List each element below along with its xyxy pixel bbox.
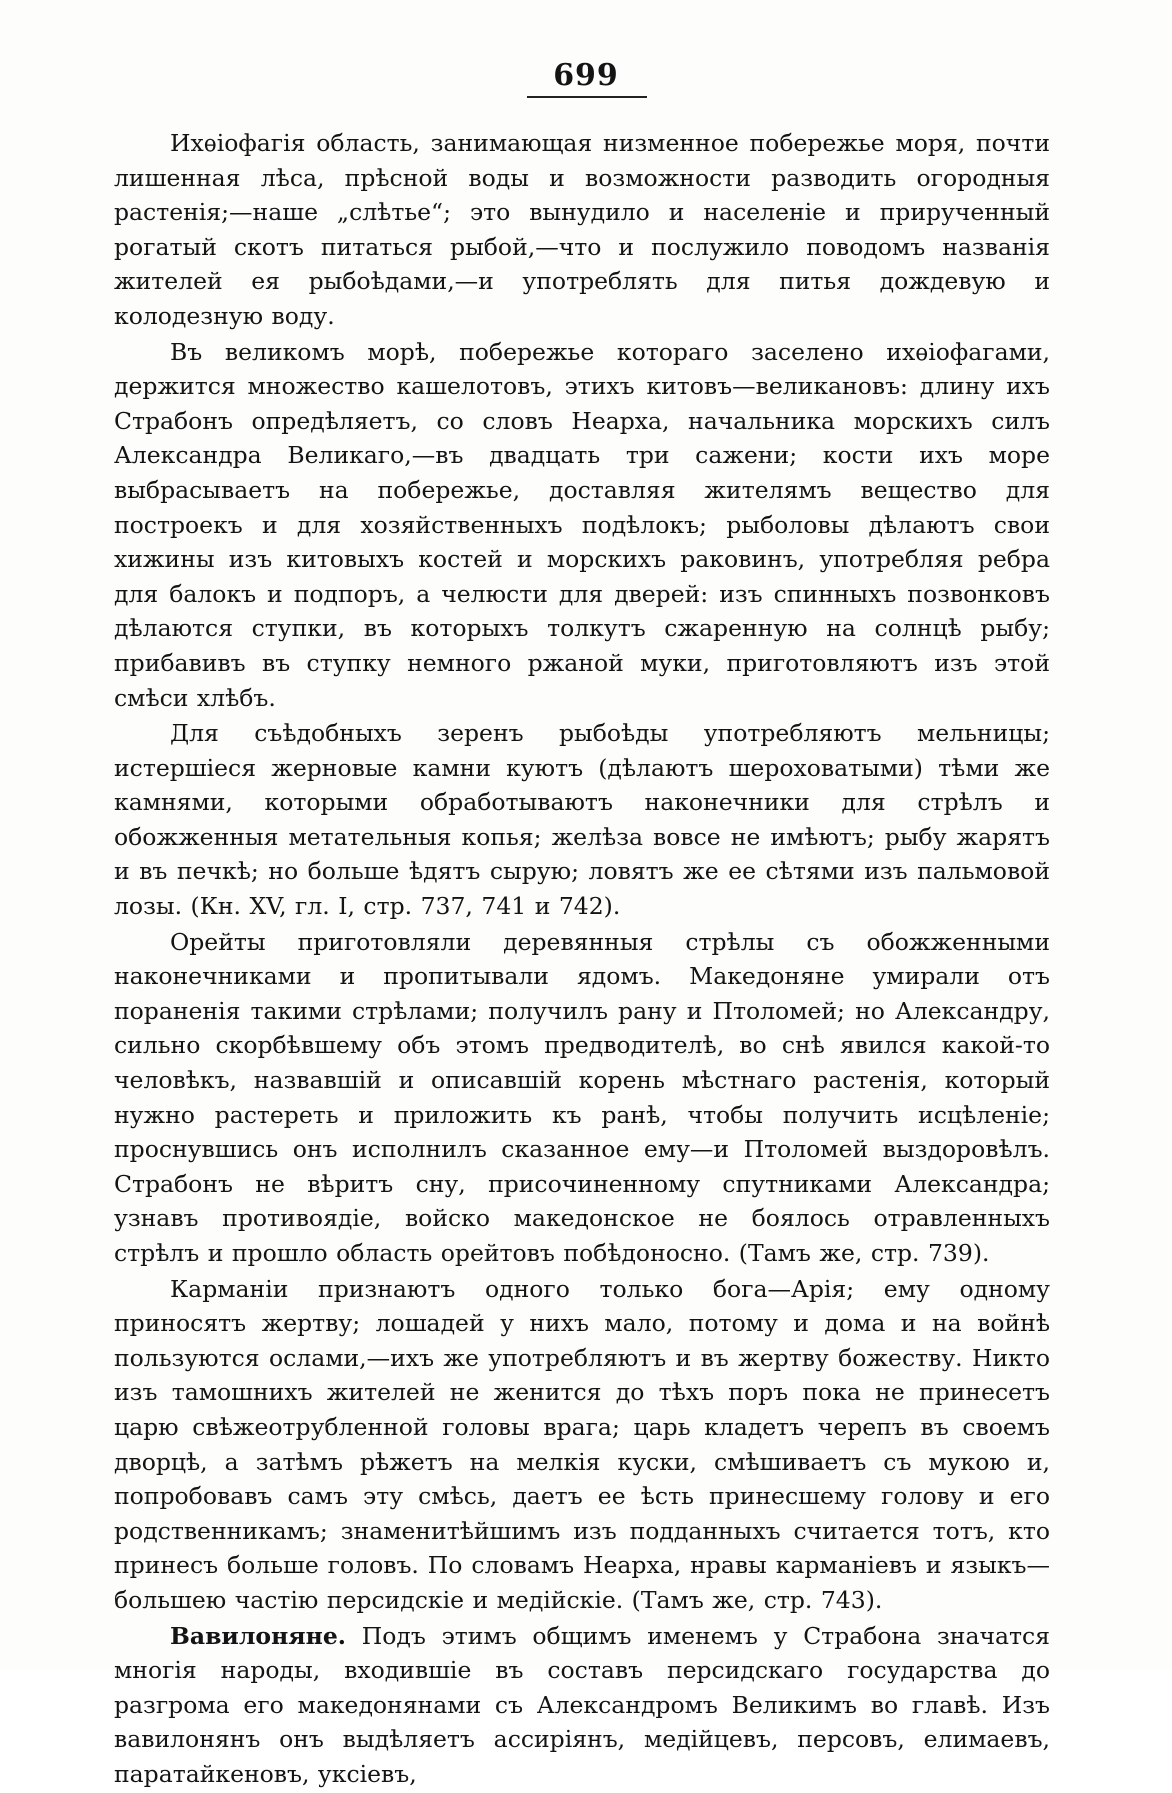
paragraph-babylonians — [114, 1619, 1050, 1792]
paragraph-whales: Въ великомъ морѣ, побережье котораго заселено ихѳіофагами, держится множество кашелотовъ, этихъ китовъ—великановъ: длину ихъ Страбонъ опредѣляетъ, со словъ Неарха, начальника морскихъ силъ Александра Великаго,—въ двадцать три сажени; кости ихъ море выбрасываетъ на побережье, доставляя жителямъ вещество для построекъ и для хозяйственныхъ подѣлокъ; рыболовы дѣлаютъ свои хижины изъ китовыхъ костей и морскихъ раковинъ, употребляя ребра для балокъ и подпоръ, а челюсти для дверей: изъ спинныхъ позвонковъ дѣлаются ступки, въ которыхъ толкутъ сжаренную на солнцѣ рыбу; прибавивъ въ ступку немного ржаной муки, приготовляютъ изъ этой смѣси хлѣбъ. — [114, 337, 1050, 712]
paragraph-babylonians-text: Подъ этимъ общимъ именемъ у Страбона значатся многія народы, входившіе въ составъ персидскаго государства до разгрома его македонянами съ Александромъ Великимъ во главѣ. Изъ вавилонянъ онъ выдѣляетъ ассиріянъ, медійцевъ, персовъ, елимаевъ, паратайкеновъ, уксіевъ, — [114, 1621, 1050, 1788]
page-number: 699 — [553, 58, 619, 93]
paragraph-oreitae: Орейты приготовляли деревянныя стрѣлы съ обожженными наконечниками и пропитывали ядомъ. Македоняне умирали отъ пораненія такими стрѣлами; получилъ рану и Птоломей; но Александру, сильно скорбѣвшему объ этомъ предводителѣ, во снѣ явился какой-то человѣкъ, назвавшій и описавшій корень мѣстнаго растенія, который нужно растереть и приложить къ ранѣ, чтобы получить исцѣленіе; проснувшись онъ исполнилъ сказанное ему—и Птоломей выздоровѣлъ. Страбонъ не вѣритъ сну, присочиненному спутниками Александра; узнавъ противоядіе, войско македонское не боялось отравленныхъ стрѣлъ и прошло область орейтовъ побѣдоносно. (Тамъ же, стр. 739). — [114, 927, 1050, 1267]
paragraph-carmanians: Карманіи признаютъ одного только бога—Арія; ему одному приносятъ жертву; лошадей у нихъ мало, потому и дома и на войнѣ пользуются ослами,—ихъ же употребляютъ и въ жертву божеству. Никто изъ тамошнихъ жителей не женится до тѣхъ поръ пока не принесетъ царю свѣжеотрубленной головы врага; царь кладетъ черепъ въ своемъ дворцѣ, а затѣмъ рѣжетъ на мелкія куски, смѣшиваетъ съ мукою и, попробовавъ самъ эту смѣсь, даетъ ее ѣсть принесшему голову и его родственникамъ; знаменитѣйшимъ изъ подданныхъ считается тотъ, кто принесъ больше головъ. По словамъ Неарха, нравы карманіевъ и языкъ—большею частію персидскіе и медійскіе. (Тамъ же, стр. 743). — [114, 1274, 1050, 1614]
paragraph-ichthyophagia: Ихѳіофагія область, занимающая низменное побережье моря, почти лишенная лѣса, прѣсной воды и возможности разводить огородныя растенія;—наше „слѣтье“; это вынудило и населеніе и прирученный рогатый скотъ питаться рыбой,—что и послужило поводомъ названія жителей ея рыбоѣдами,—и употреблять для питья дождевую и колодезную воду. — [114, 129, 1050, 330]
page-number-rule — [527, 96, 647, 98]
paragraph-mills: Для съѣдобныхъ зеренъ рыбоѣды употребляютъ мельницы; истершіеся жерновые камни куютъ (дѣлаютъ шероховатыми) тѣми же камнями, которыми обработываютъ наконечники для стрѣлъ и обожженныя метательныя копья; желѣза вовсе не имѣютъ; рыбу жарятъ и въ печкѣ; но больше ѣдятъ сырую; ловятъ же ее сѣтями изъ пальмовой лозы. (Кн. XV, гл. I, стр. 737, 741 и 742). — [114, 719, 1050, 921]
text-body — [114, 126, 1050, 1793]
paragraph-lead-babylonians: Вавилоняне. — [170, 1621, 346, 1650]
